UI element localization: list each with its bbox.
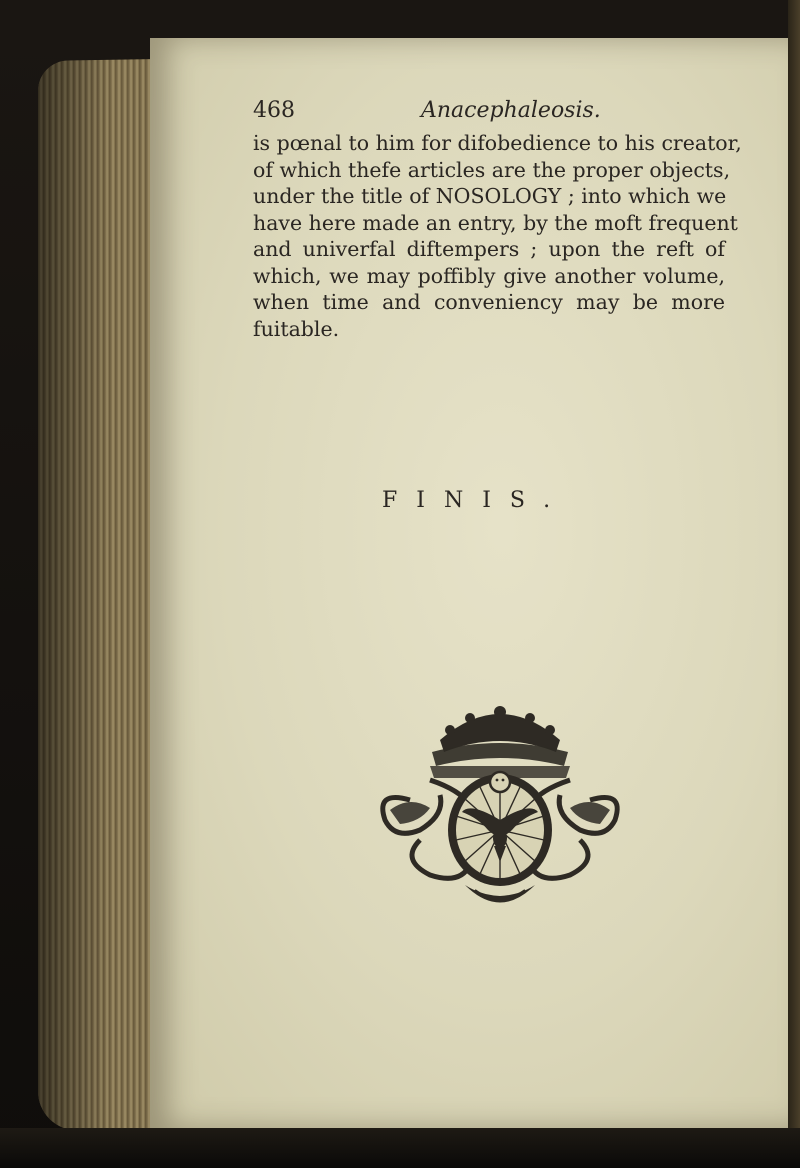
crown-icon [430, 706, 570, 778]
body-line: have here made an entry, by the moft frequent [253, 210, 738, 235]
page-edges-shadow [38, 59, 158, 1131]
body-line: which, we may poffibly give another volume, [253, 263, 725, 288]
body-line: under the title of NOSOLOGY ; into which we [253, 184, 727, 208]
running-head [253, 92, 725, 128]
cherub-face [490, 772, 510, 792]
shell-ornament [465, 885, 535, 903]
body-line: and univerfal diftempers ; upon the reft of [253, 237, 725, 261]
body-line: of which thefe articles are the proper objects, [253, 157, 731, 182]
body-line: fuitable. [253, 316, 340, 341]
body-line: when time and conveniency may be more [253, 290, 725, 314]
body-text [253, 130, 742, 342]
right-edge [788, 0, 800, 1168]
text-block [253, 92, 742, 342]
page-number: 468 [253, 98, 295, 123]
crown-cartouche-dove-icon [370, 690, 630, 920]
bottom-edge [0, 1128, 800, 1168]
finis-text: FINIS. [382, 488, 570, 513]
running-title: Anacephaleosis. [421, 98, 601, 123]
body-line: is pœnal to him for difobedience to his creator, [253, 131, 742, 155]
